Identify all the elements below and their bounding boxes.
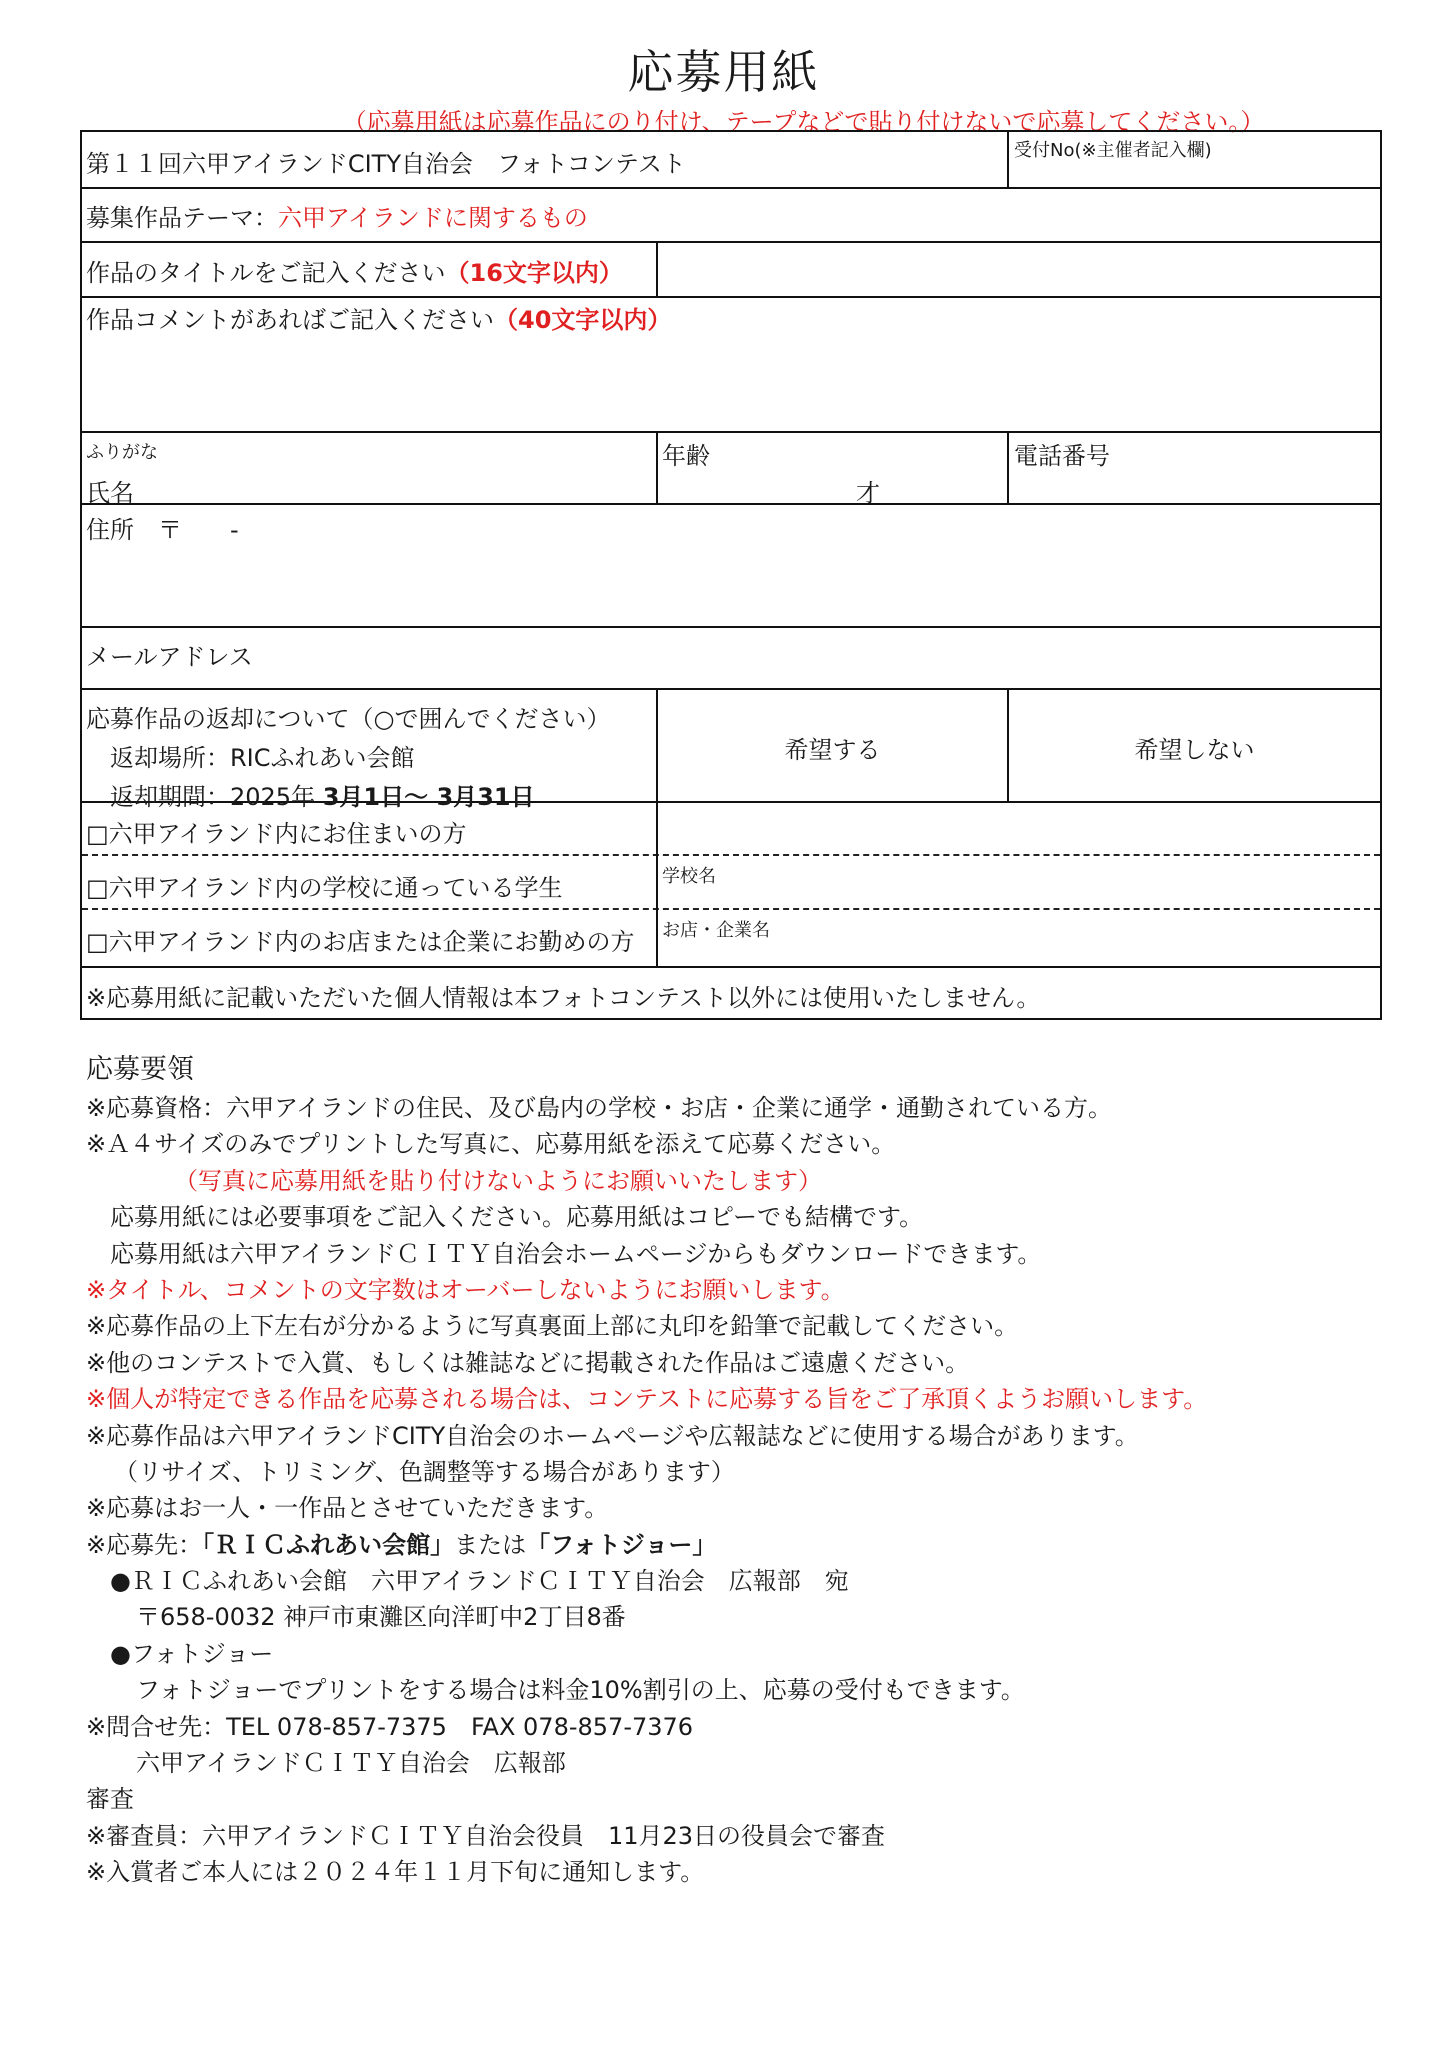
privacy-note: ※応募用紙に記載いただいた個人情報は本フォトコンテスト以外には使用いたしません。 (86, 984, 1041, 1012)
char-limit-text: ※タイトル、コメントの文字数はオーバーしないようにお願いします。 (86, 1275, 845, 1304)
row-divider (82, 503, 1380, 505)
col-divider (656, 431, 658, 503)
name-label: 氏名 (86, 479, 134, 507)
age-label: 年齢 (662, 442, 710, 470)
contact-text: ※問合せ先：TEL 078-857-7375 FAX 078-857-7376 (86, 1712, 694, 1741)
name-field[interactable] (142, 433, 654, 503)
requirements-section (86, 1050, 1386, 1891)
row-divider (82, 688, 1380, 690)
contact-org: 六甲アイランドＣＩＴＹ自治会 広報部 (136, 1749, 566, 1778)
comment-limit: （40文字以内） (494, 306, 672, 334)
eligibility-text: ※応募資格：六甲アイランドの住民、及び島内の学校・お店・企業に通学・通勤されている方。 (86, 1094, 1112, 1122)
school-label: 学校名 (662, 866, 716, 887)
work-title-field[interactable] (658, 243, 1380, 296)
row-divider (82, 296, 1380, 298)
address-label: 住所 〒 - (86, 516, 239, 544)
notify-text: ※入賞者ご本人には２０２４年１１月下旬に通知します。 (86, 1858, 705, 1887)
destination-photojo: 「フォトジョー」 (526, 1530, 717, 1559)
theme-value: 六甲アイランドに関するもの (278, 204, 588, 232)
destination-ric: 「ＲＩＣふれあい会館」 (202, 1530, 455, 1559)
download-text: 応募用紙は六甲アイランドＣＩＴＹ自治会ホームページからもダウンロードできます。 (110, 1239, 1042, 1268)
age-field[interactable] (722, 433, 1005, 503)
work-title-label: 作品のタイトルをご記入ください (86, 259, 446, 287)
contest-title: 第１１回六甲アイランドCITY自治会 フォトコンテスト (86, 150, 686, 178)
destination-prefix: ※応募先： (86, 1530, 203, 1559)
ric-address: 〒658-0032 神戸市東灘区向洋町中2丁目8番 (136, 1603, 626, 1632)
option-no[interactable]: 希望しない (1134, 736, 1255, 764)
theme-label: 募集作品テーマ： (86, 204, 278, 232)
email-label: メールアドレス (86, 643, 253, 671)
reception-number-label: 受付No(※主催者記入欄) (1014, 140, 1212, 161)
other-contest-text: ※他のコンテストで入賞、もしくは雑誌などに掲載された作品はご遠慮ください。 (86, 1348, 970, 1377)
destination-line (86, 1527, 1386, 1563)
application-form (80, 130, 1382, 1020)
checkbox-worker[interactable]: □六甲アイランド内のお店または企業にお勤めの方 (86, 928, 635, 956)
destination-or: または (454, 1530, 527, 1559)
usage-text: ※応募作品は六甲アイランドCITY自治会のホームページや広報誌などに使用する場合があります。 (86, 1421, 1139, 1450)
checkbox-student[interactable]: □六甲アイランド内の学校に通っている学生 (86, 874, 563, 902)
fill-text: 応募用紙には必要事項をご記入ください。応募用紙はコピーでも結構です。 (110, 1203, 924, 1232)
paste-note: （応募用紙は応募作品にのり付け、テープなどで貼り付けないで応募してください。） (342, 108, 1265, 136)
return-label: 応募作品の返却について（○で囲んでください） (86, 705, 611, 733)
phone-field[interactable] (1009, 467, 1380, 503)
return-period-prefix: 返却期間：2025年 (110, 783, 316, 811)
return-period-dates: 3月1日～ 3月31日 (322, 783, 535, 811)
col-divider (656, 801, 658, 966)
photojo-note: フォトジョーでプリントをする場合は料金10%割引の上、応募の受付もできます。 (136, 1676, 1025, 1705)
requirements-heading: 応募要領 (86, 1054, 194, 1085)
identifiable-text: ※個人が特定できる作品を応募される場合は、コンテストに応募する旨をご了承頂くようお願いします。 (86, 1385, 1208, 1414)
orientation-text: ※応募作品の上下左右が分かるように写真裏面上部に丸印を鉛筆で記載してください。 (86, 1312, 1019, 1341)
usage-note-text: （リサイズ、トリミング、色調整等する場合があります） (114, 1457, 735, 1486)
row-divider (82, 966, 1380, 968)
photojo-heading: ●フォトジョー (110, 1639, 274, 1668)
phone-label: 電話番号 (1014, 442, 1110, 470)
company-label: お店・企業名 (662, 920, 770, 941)
page-title: 応募用紙 (627, 45, 820, 99)
email-field[interactable] (282, 628, 1380, 688)
checkbox-resident[interactable]: □六甲アイランド内にお住まいの方 (86, 820, 467, 848)
option-yes[interactable]: 希望する (784, 736, 881, 764)
comment-field[interactable] (82, 337, 1380, 431)
a4-text: ※Ａ４サイズのみでプリントした写真に、応募用紙を添えて応募ください。 (86, 1130, 896, 1159)
work-title-limit: （16文字以内） (445, 259, 623, 287)
address-field[interactable] (82, 542, 1380, 626)
school-field[interactable] (732, 856, 1380, 908)
ric-address-name: ●ＲＩＣふれあい会館 六甲アイランドＣＩＴＹ自治会 広報部 宛 (110, 1567, 849, 1596)
review-heading: 審査 (86, 1785, 134, 1814)
row-divider (82, 187, 1380, 189)
comment-label: 作品コメントがあればご記入ください (86, 306, 494, 334)
reception-number-field[interactable] (1009, 132, 1380, 187)
age-unit: 才 (856, 479, 880, 507)
return-place: 返却場所：RICふれあい会館 (110, 744, 415, 772)
one-work-text: ※応募はお一人・一作品とさせていただきます。 (86, 1494, 609, 1523)
judges-text: ※審査員：六甲アイランドＣＩＴＹ自治会役員 11月23日の役員会で審査 (86, 1821, 886, 1850)
company-field[interactable] (792, 910, 1380, 966)
no-paste-text: （写真に応募用紙を貼り付けないようにお願いいたします） (174, 1166, 822, 1195)
furigana-label: ふりがな (86, 442, 158, 463)
